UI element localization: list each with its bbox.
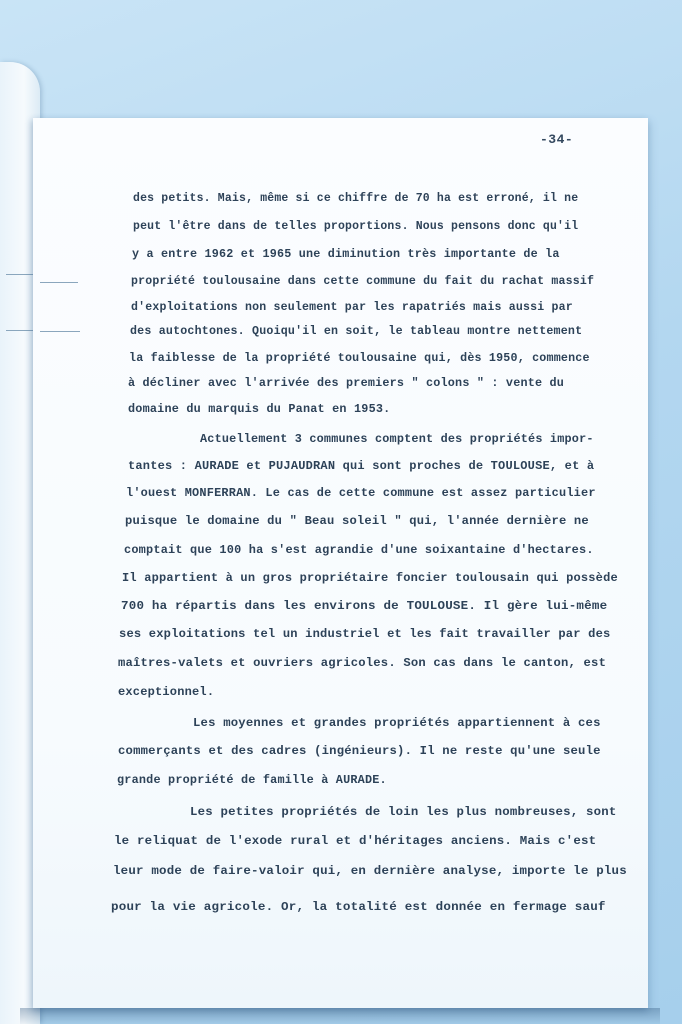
text-line: l'ouest MONFERRAN. Le cas de cette commune est assez particulier [126,486,596,500]
text-line: pour la vie agricole. Or, la totalité est donnée en fermage sauf [111,900,606,914]
margin-tick [40,282,78,283]
text-line: à décliner avec l'arrivée des premiers " colons " : vente du [128,376,565,390]
text-line: tantes : AURADE et PUJAUDRAN qui sont proches de TOULOUSE, et à [128,459,595,473]
text-line: la faiblesse de la propriété toulousaine qui, dès 1950, commence [129,351,590,365]
text-line: Actuellement 3 communes comptent des propriétés impor- [200,432,594,446]
text-line: grande propriété de famille à AURADE. [117,773,387,787]
margin-tick [40,331,80,332]
text-line: propriété toulousaine dans cette commune du fait du rachat massif [131,274,595,288]
text-line: comptait que 100 ha s'est agrandie d'une soixantaine d'hectares. [124,543,594,557]
text-line: 700 ha répartis dans les environs de TOULOUSE. Il gère lui-même [121,599,608,613]
text-line: des autochtones. Quoiqu'il en soit, le tableau montre nettement [130,324,583,338]
text-line: des petits. Mais, même si ce chiffre de 70 ha est erroné, il ne [133,191,579,205]
text-line: Il appartient à un gros propriétaire foncier toulousain qui possède [122,571,618,585]
text-line: leur mode de faire-valoir qui, en dernière analyse, importe le plus [113,864,627,878]
text-line: d'exploitations non seulement par les rapatriés mais aussi par [131,300,573,314]
text-line: ses exploitations tel un industriel et les fait travailler par des [119,627,611,641]
text-line: domaine du marquis du Panat en 1953. [128,402,391,416]
text-line: commerçants et des cadres (ingénieurs). Il ne reste qu'une seule [118,744,601,758]
text-line: maîtres-valets et ouvriers agricoles. Son cas dans le canton, est [118,656,607,670]
text-line: puisque le domaine du " Beau soleil " qui, l'année dernière ne [125,514,589,528]
text-line: Les moyennes et grandes propriétés appartiennent à ces [193,716,601,730]
page-number: -34- [540,132,574,147]
text-line: Les petites propriétés de loin les plus nombreuses, sont [190,805,617,819]
text-line: y a entre 1962 et 1965 une diminution très importante de la [132,247,560,261]
text-line: exceptionnel. [118,685,215,699]
page-bottom-shadow [20,1008,660,1024]
text-line: le reliquat de l'exode rural et d'héritages anciens. Mais c'est [114,834,597,848]
text-line: peut l'être dans de telles proportions. Nous pensons donc qu'il [133,219,579,233]
